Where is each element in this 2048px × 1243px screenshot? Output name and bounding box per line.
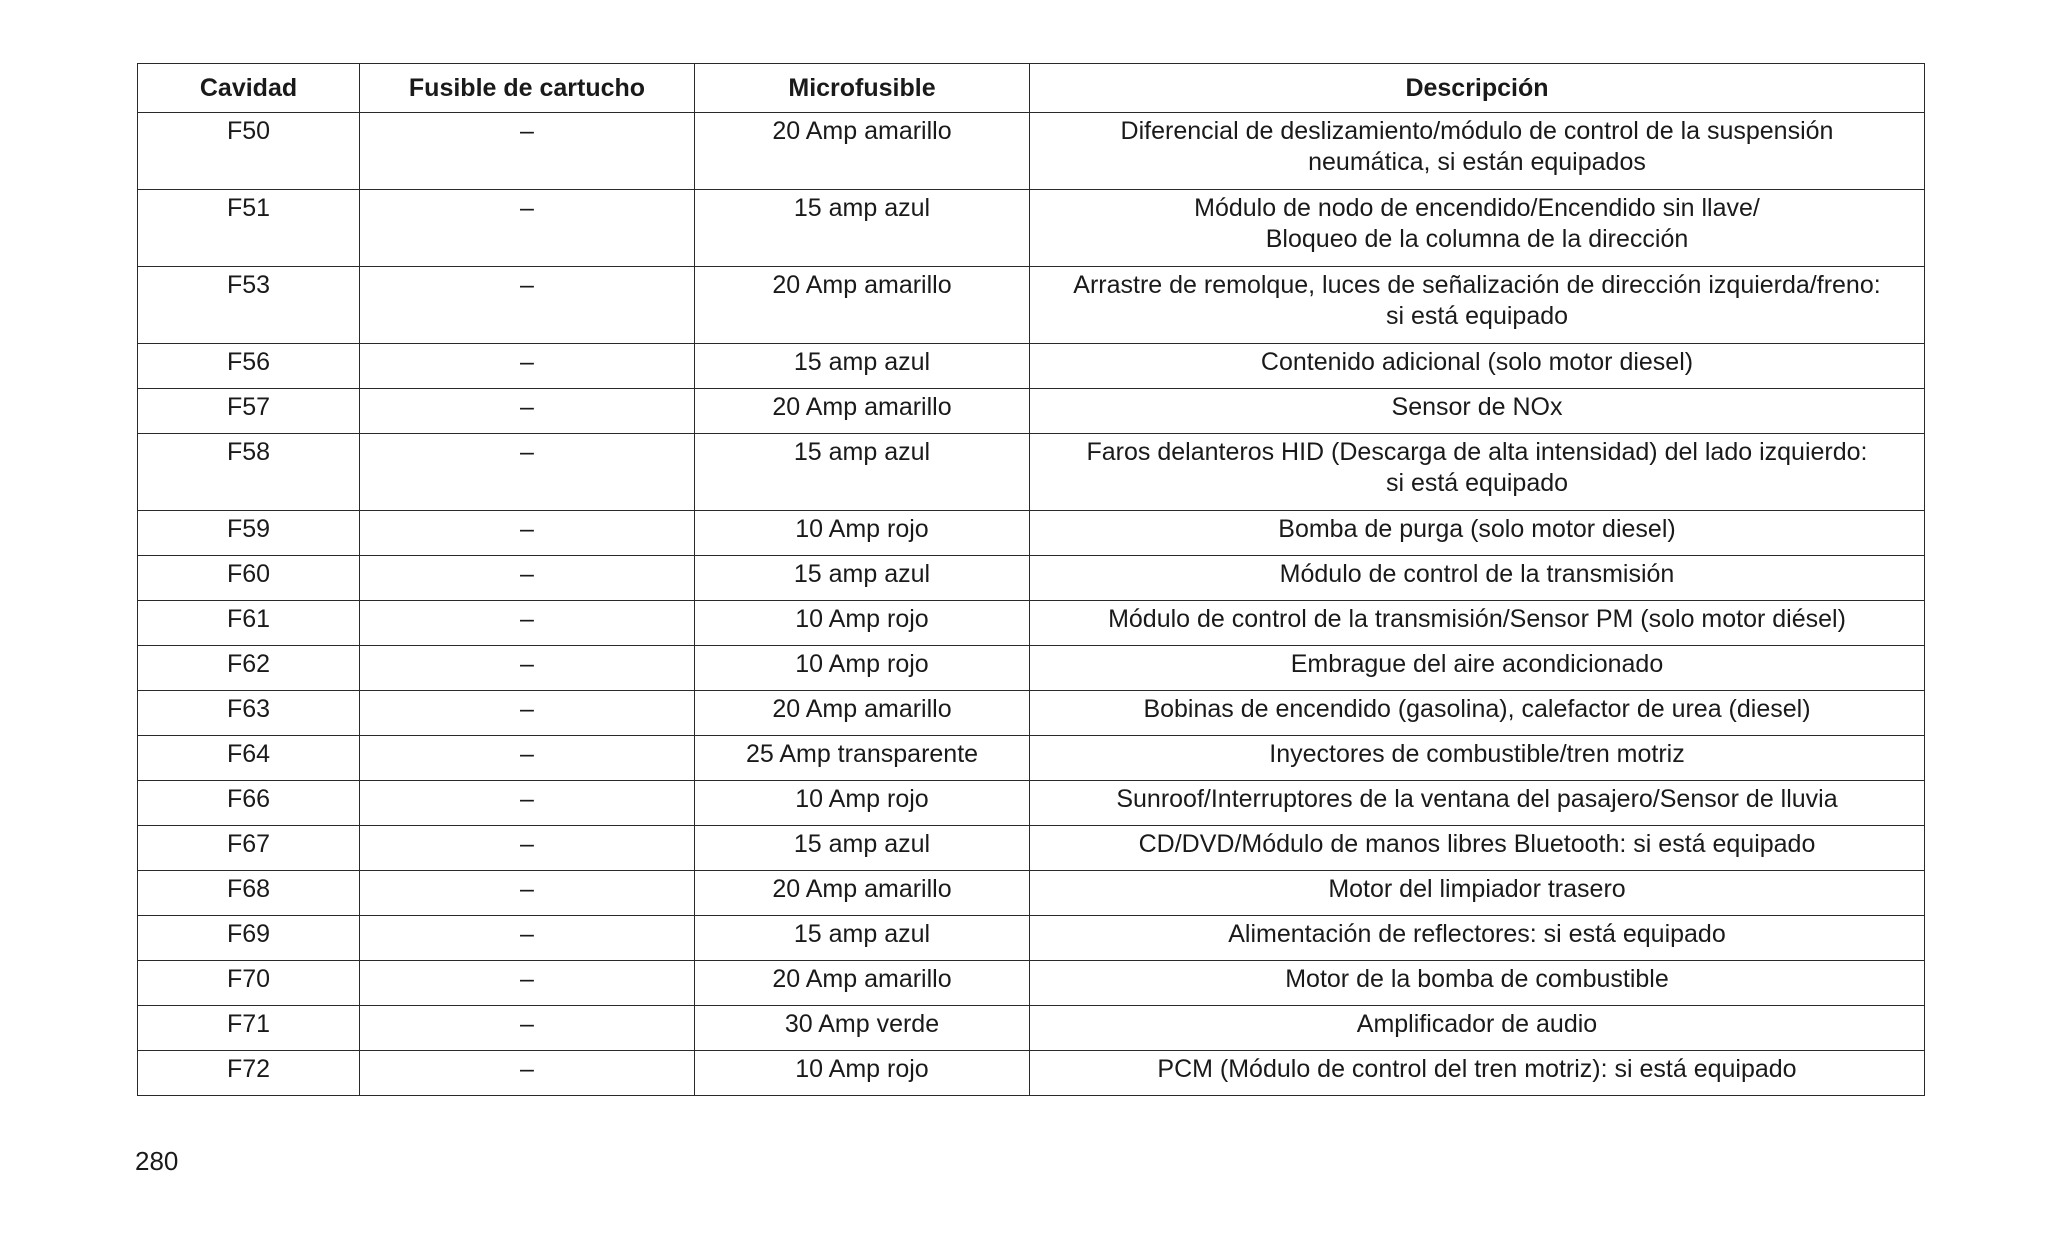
description-cell: Faros delanteros HID (Descarga de alta intensidad) del lado izquierdo: si está equipado: [1030, 434, 1925, 511]
micro-fuse-cell: 20 Amp amarillo: [695, 113, 1030, 190]
cartridge-fuse-cell: –: [360, 511, 695, 556]
description-cell: Motor del limpiador trasero: [1030, 871, 1925, 916]
header-cartridge-fuse: Fusible de cartucho: [360, 64, 695, 113]
description-cell: Sunroof/Interruptores de la ventana del pasajero/Sensor de lluvia: [1030, 781, 1925, 826]
description-cell: Diferencial de deslizamiento/módulo de control de la suspensión neumática, si están equipados: [1030, 113, 1925, 190]
description-cell: Amplificador de audio: [1030, 1006, 1925, 1051]
cavity-cell: F58: [138, 434, 360, 511]
table-row: [138, 691, 1925, 736]
cartridge-fuse-cell: –: [360, 646, 695, 691]
cavity-cell: F60: [138, 556, 360, 601]
description-cell: Módulo de control de la transmisión: [1030, 556, 1925, 601]
table-row: [138, 113, 1925, 190]
cartridge-fuse-cell: –: [360, 871, 695, 916]
description-cell: Alimentación de reflectores: si está equipado: [1030, 916, 1925, 961]
table-row: [138, 511, 1925, 556]
header-cavity: Cavidad: [138, 64, 360, 113]
table-row: [138, 601, 1925, 646]
cartridge-fuse-cell: –: [360, 826, 695, 871]
cavity-cell: F72: [138, 1051, 360, 1096]
micro-fuse-cell: 25 Amp transparente: [695, 736, 1030, 781]
micro-fuse-cell: 10 Amp rojo: [695, 781, 1030, 826]
table-row: [138, 646, 1925, 691]
cavity-cell: F69: [138, 916, 360, 961]
description-cell: Módulo de control de la transmisión/Sensor PM (solo motor diésel): [1030, 601, 1925, 646]
description-cell: Bobinas de encendido (gasolina), calefactor de urea (diesel): [1030, 691, 1925, 736]
table-row: [138, 826, 1925, 871]
micro-fuse-cell: 15 amp azul: [695, 916, 1030, 961]
cartridge-fuse-cell: –: [360, 267, 695, 344]
cartridge-fuse-cell: –: [360, 691, 695, 736]
table-row: [138, 190, 1925, 267]
table-body: [138, 113, 1925, 1096]
table-header-row: [138, 64, 1925, 113]
description-cell: Embrague del aire acondicionado: [1030, 646, 1925, 691]
description-cell: Bomba de purga (solo motor diesel): [1030, 511, 1925, 556]
description-cell: Inyectores de combustible/tren motriz: [1030, 736, 1925, 781]
cavity-cell: F67: [138, 826, 360, 871]
cavity-cell: F71: [138, 1006, 360, 1051]
micro-fuse-cell: 20 Amp amarillo: [695, 389, 1030, 434]
micro-fuse-cell: 15 amp azul: [695, 190, 1030, 267]
micro-fuse-cell: 15 amp azul: [695, 826, 1030, 871]
description-cell: Sensor de NOx: [1030, 389, 1925, 434]
description-cell: Motor de la bomba de combustible: [1030, 961, 1925, 1006]
table-row: [138, 1051, 1925, 1096]
cavity-cell: F70: [138, 961, 360, 1006]
header-description: Descripción: [1030, 64, 1925, 113]
table-row: [138, 961, 1925, 1006]
cartridge-fuse-cell: –: [360, 961, 695, 1006]
cavity-cell: F59: [138, 511, 360, 556]
cartridge-fuse-cell: –: [360, 601, 695, 646]
cartridge-fuse-cell: –: [360, 389, 695, 434]
table-row: [138, 781, 1925, 826]
micro-fuse-cell: 15 amp azul: [695, 344, 1030, 389]
cavity-cell: F57: [138, 389, 360, 434]
micro-fuse-cell: 10 Amp rojo: [695, 511, 1030, 556]
description-cell: Arrastre de remolque, luces de señalización de dirección izquierda/freno: si está equipado: [1030, 267, 1925, 344]
cavity-cell: F51: [138, 190, 360, 267]
cavity-cell: F63: [138, 691, 360, 736]
micro-fuse-cell: 10 Amp rojo: [695, 1051, 1030, 1096]
cavity-cell: F61: [138, 601, 360, 646]
cartridge-fuse-cell: –: [360, 190, 695, 267]
micro-fuse-cell: 30 Amp verde: [695, 1006, 1030, 1051]
cartridge-fuse-cell: –: [360, 434, 695, 511]
description-cell: PCM (Módulo de control del tren motriz): si está equipado: [1030, 1051, 1925, 1096]
cartridge-fuse-cell: –: [360, 736, 695, 781]
cartridge-fuse-cell: –: [360, 1051, 695, 1096]
micro-fuse-cell: 20 Amp amarillo: [695, 267, 1030, 344]
table-row: [138, 916, 1925, 961]
micro-fuse-cell: 20 Amp amarillo: [695, 961, 1030, 1006]
cartridge-fuse-cell: –: [360, 1006, 695, 1051]
cartridge-fuse-cell: –: [360, 916, 695, 961]
micro-fuse-cell: 10 Amp rojo: [695, 646, 1030, 691]
table-row: [138, 434, 1925, 511]
description-cell: CD/DVD/Módulo de manos libres Bluetooth: si está equipado: [1030, 826, 1925, 871]
micro-fuse-cell: 15 amp azul: [695, 556, 1030, 601]
cavity-cell: F68: [138, 871, 360, 916]
description-cell: Contenido adicional (solo motor diesel): [1030, 344, 1925, 389]
micro-fuse-cell: 20 Amp amarillo: [695, 691, 1030, 736]
micro-fuse-cell: 15 amp azul: [695, 434, 1030, 511]
table-row: [138, 736, 1925, 781]
cavity-cell: F50: [138, 113, 360, 190]
cartridge-fuse-cell: –: [360, 781, 695, 826]
cavity-cell: F53: [138, 267, 360, 344]
description-cell: Módulo de nodo de encendido/Encendido sin llave/ Bloqueo de la columna de la dirección: [1030, 190, 1925, 267]
micro-fuse-cell: 10 Amp rojo: [695, 601, 1030, 646]
cartridge-fuse-cell: –: [360, 113, 695, 190]
cartridge-fuse-cell: –: [360, 344, 695, 389]
cavity-cell: F66: [138, 781, 360, 826]
table-row: [138, 344, 1925, 389]
cartridge-fuse-cell: –: [360, 556, 695, 601]
page-number: 280: [135, 1146, 179, 1176]
header-micro-fuse: Microfusible: [695, 64, 1030, 113]
cavity-cell: F56: [138, 344, 360, 389]
fuse-table: [137, 63, 1925, 1096]
table-row: [138, 267, 1925, 344]
table-row: [138, 556, 1925, 601]
cavity-cell: F62: [138, 646, 360, 691]
micro-fuse-cell: 20 Amp amarillo: [695, 871, 1030, 916]
cavity-cell: F64: [138, 736, 360, 781]
table-row: [138, 871, 1925, 916]
table-row: [138, 1006, 1925, 1051]
table-row: [138, 389, 1925, 434]
